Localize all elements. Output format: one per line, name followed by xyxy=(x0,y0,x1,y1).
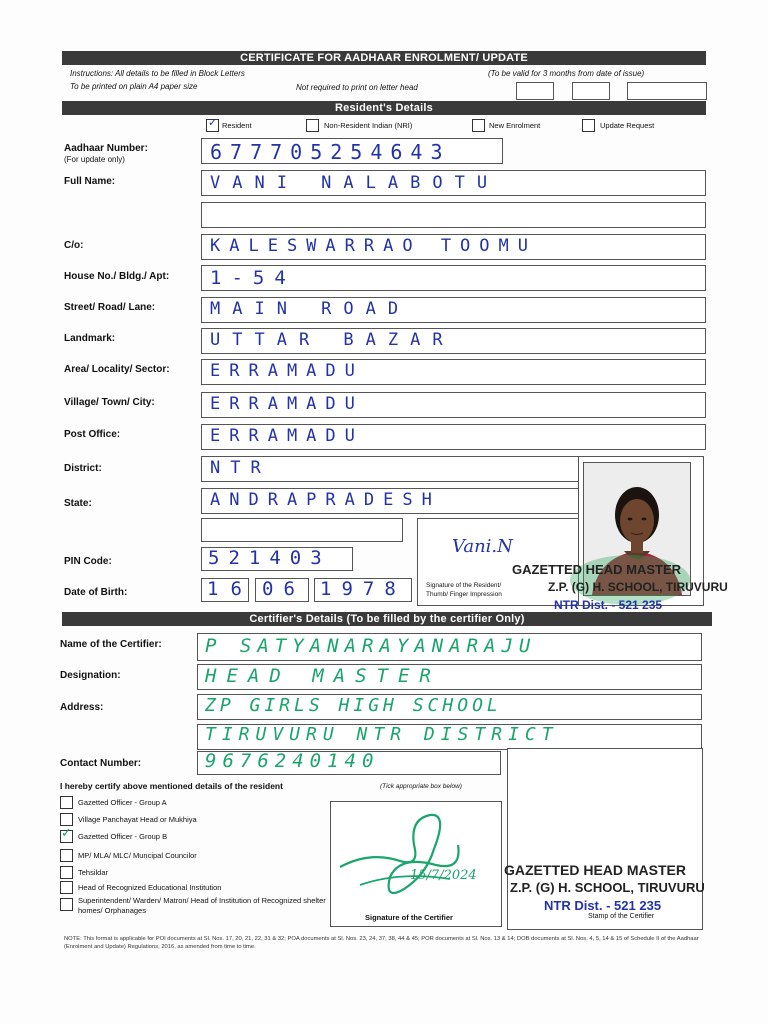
form-title: CERTIFICATE FOR AADHAAR ENROLMENT/ UPDATE xyxy=(62,51,706,65)
new-enrolment-checkbox[interactable] xyxy=(472,119,485,132)
dob-month-value: 06 xyxy=(262,578,305,600)
contact-label: Contact Number: xyxy=(60,758,142,769)
resident-signature-caption-1: Signature of the Resident/ xyxy=(426,582,502,589)
institution-head-label: Head of Recognized Educational Institution xyxy=(78,883,222,892)
mp-mla-checkbox[interactable] xyxy=(60,849,73,862)
village-value: ERRAMADU xyxy=(210,394,364,414)
gazetted-a-checkbox[interactable] xyxy=(60,796,73,809)
certifier-stamp-caption: Stamp of the Certifier xyxy=(588,913,655,920)
certify-text: I hereby certify above mentioned details of the resident xyxy=(60,781,283,791)
gazetted-b-label: Gazetted Officer - Group B xyxy=(78,832,168,841)
designation-value: HEAD MASTER xyxy=(205,665,441,687)
pin-label: PIN Code: xyxy=(64,556,112,567)
post-office-value: ERRAMADU xyxy=(210,426,364,446)
state-field-2[interactable] xyxy=(201,518,403,542)
area-label: Area/ Locality/ Sector: xyxy=(64,364,170,375)
certify-hint: (Tick appropriate box below) xyxy=(380,783,462,790)
shelter-home-checkbox[interactable] xyxy=(60,898,73,911)
state-label: State: xyxy=(64,498,92,509)
shelter-home-label: Superintendent/ Warden/ Matron/ Head of Institution of Recognized shelter homes/ Orphanages xyxy=(78,896,326,915)
resident-signature: Vani.N xyxy=(452,536,513,557)
dob-day-value: 16 xyxy=(207,578,254,600)
issue-date-day-box[interactable] xyxy=(516,82,554,100)
landmark-value: UTTAR BAZAR xyxy=(210,330,455,350)
top-stamp-line1: GAZETTED HEAD MASTER xyxy=(512,562,681,577)
paper-size-text: To be printed on plain A4 paper size xyxy=(70,82,198,91)
letterhead-text: Not required to print on letter head xyxy=(296,83,418,92)
gazetted-a-label: Gazetted Officer - Group A xyxy=(78,798,167,807)
footer-note: NOTE: This format is applicable for POI documents at Sl. Nos. 17, 20, 21, 22, 31 & 32; POA documents at Sl. Nos. 23, 24, 37, 38, 44 & 45; POR documents at Sl. Nos. 13 & 14; DOB documents at Sl. Nos. 4, 5, 14 & 15 of Schedule II of the Aadhaar (Enrolment and Update) Regulations, 2016, as amended from time to time. xyxy=(64,936,699,950)
aadhaar-label: Aadhaar Number: xyxy=(64,143,148,154)
nri-checkbox[interactable] xyxy=(306,119,319,132)
co-label: C/o: xyxy=(64,240,84,251)
area-value: ERRAMADU xyxy=(210,361,364,381)
resident-label: Resident xyxy=(222,121,252,130)
street-value: MAIN ROAD xyxy=(210,299,411,319)
certifier-name-label: Name of the Certifier: xyxy=(60,639,162,650)
issue-date-year-box[interactable] xyxy=(627,82,707,100)
top-stamp-line3: NTR Dist. - 521 235 xyxy=(554,598,663,612)
post-office-label: Post Office: xyxy=(64,429,121,440)
street-label: Street/ Road/ Lane: xyxy=(64,302,156,313)
bottom-stamp-line1: GAZETTED HEAD MASTER xyxy=(504,862,686,878)
address-label: Address: xyxy=(60,702,104,713)
landmark-label: Landmark: xyxy=(64,333,116,344)
panchayat-head-label: Village Panchayat Head or Mukhiya xyxy=(78,815,197,824)
resident-signature-caption-2: Thumb/ Finger Impression xyxy=(426,591,502,598)
validity-text: (To be valid for 3 months from date of issue) xyxy=(488,69,645,78)
fullname-value: VANI NALABOTU xyxy=(210,173,500,193)
contact-value: 9676240140 xyxy=(205,750,380,772)
address-line1: ZP GIRLS HIGH SCHOOL xyxy=(205,695,502,716)
update-request-checkbox[interactable] xyxy=(582,119,595,132)
bottom-stamp-line2: Z.P. (G) H. SCHOOL, TIRUVURU xyxy=(510,880,705,895)
district-value: NTR xyxy=(210,458,271,478)
house-label: House No./ Bldg./ Apt: xyxy=(64,271,170,282)
designation-label: Designation: xyxy=(60,670,121,681)
pin-value: 521403 xyxy=(208,547,331,569)
aadhaar-value: 677705254643 xyxy=(210,140,451,164)
institution-head-checkbox[interactable] xyxy=(60,881,73,894)
resident-section-title: Resident's Details xyxy=(62,101,706,115)
gazetted-b-checkbox[interactable]: ✓ xyxy=(60,830,73,843)
resident-checkbox[interactable]: ✓ xyxy=(206,119,219,132)
mp-mla-label: MP/ MLA/ MLC/ Muncipal Councilor xyxy=(78,851,197,860)
fullname-label: Full Name: xyxy=(64,176,116,187)
bottom-stamp-line3: NTR Dist. - 521 235 xyxy=(544,898,662,913)
tehsildar-checkbox[interactable] xyxy=(60,866,73,879)
fullname-field-2[interactable] xyxy=(201,202,706,228)
house-value: 1-54 xyxy=(210,267,296,289)
certifier-signature-caption: Signature of the Certifier xyxy=(365,913,453,922)
certifier-signature-date: 15/7/2024 xyxy=(410,868,477,883)
certifier-section-title: Certifier's Details (To be filled by the certifier Only) xyxy=(62,612,712,626)
instructions-text: Instructions: All details to be filled in Block Letters xyxy=(70,69,245,78)
village-label: Village/ Town/ City: xyxy=(64,397,155,408)
district-label: District: xyxy=(64,463,102,474)
new-enrolment-label: New Enrolment xyxy=(489,121,541,130)
top-stamp-line2: Z.P. (G) H. SCHOOL, TIRUVURU xyxy=(548,580,728,594)
certifier-name-value: P SATYANARAYANARAJU xyxy=(205,635,537,657)
issue-date-month-box[interactable] xyxy=(572,82,610,100)
certifier-signature xyxy=(330,805,500,915)
aadhaar-sublabel: (For update only) xyxy=(64,155,125,164)
dob-label: Date of Birth: xyxy=(64,587,128,598)
co-value: KALESWARRAO TOOMU xyxy=(210,236,537,256)
dob-year-value: 1978 xyxy=(320,578,406,600)
address-line2: TIRUVURU NTR DISTRICT xyxy=(205,724,559,745)
state-value: ANDRAPRADESH xyxy=(210,490,441,510)
nri-label: Non-Resident Indian (NRI) xyxy=(324,121,413,130)
update-request-label: Update Request xyxy=(600,121,655,130)
tehsildar-label: Tehsildar xyxy=(78,868,109,877)
